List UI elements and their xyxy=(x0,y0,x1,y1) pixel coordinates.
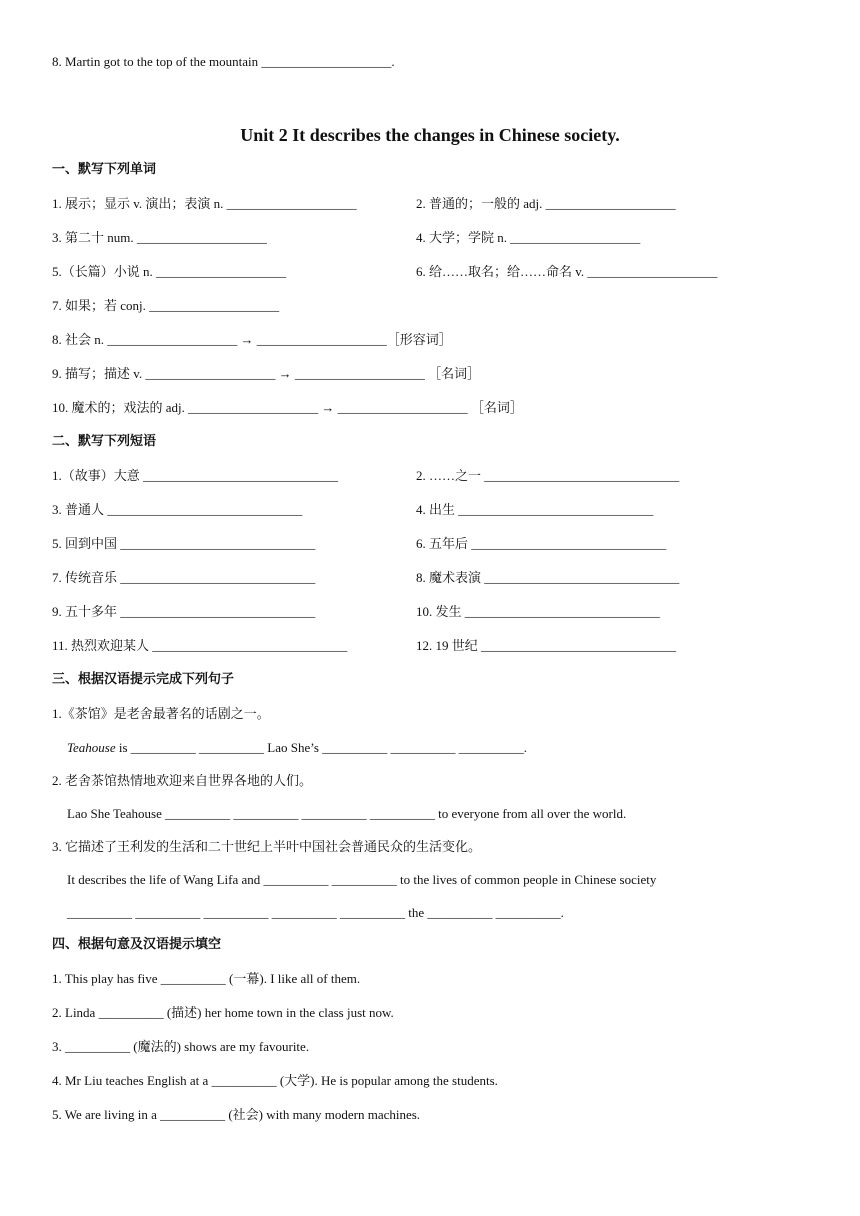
word-item: 5.（长篇）小说 n. ____________________ xyxy=(52,264,287,279)
word-item: 3. 第二十 num. ____________________ xyxy=(52,230,267,245)
phrase-item: 3. 普通人 ______________________________ xyxy=(52,502,303,517)
fill-item: 1. This play has five __________ (一幕). I like all of them. xyxy=(52,971,361,986)
word-item: 1. 展示；显示 v. 演出；表演 n. ____________________ xyxy=(52,196,357,211)
phrase-item: 12. 19 世纪 ______________________________ xyxy=(416,638,677,653)
fill-item: 5. We are living in a __________ (社会) with many modern machines. xyxy=(52,1107,421,1122)
answer-text: is __________ __________ Lao She’s __________ __________ __________. xyxy=(115,740,527,755)
phrase-item: 11. 热烈欢迎某人 ______________________________ xyxy=(52,638,348,653)
play-title: Teahouse xyxy=(67,740,116,755)
word-item: 8. 社会 n. ____________________ → ____________________［形容词］ xyxy=(52,332,452,347)
word-item: 9. 描写；描述 v. ____________________ → ____________________ ［名词］ xyxy=(52,366,481,381)
word-item: 7. 如果；若 conj. ____________________ xyxy=(52,298,280,313)
section-heading: 四、根据句意及汉语提示填空 xyxy=(52,937,222,952)
phrase-item: 5. 回到中国 ______________________________ xyxy=(52,536,316,551)
page-title: Unit 2 It describes the changes in Chinese society. xyxy=(240,125,620,145)
phrase-item: 8. 魔术表演 ______________________________ xyxy=(416,570,680,585)
top-question: 8. Martin got to the top of the mountain ____________________. xyxy=(52,54,395,69)
phrase-item: 4. 出生 ______________________________ xyxy=(416,502,654,517)
fill-item: 4. Mr Liu teaches English at a __________ (大学). He is popular among the students. xyxy=(52,1073,498,1088)
phrase-item: 7. 传统音乐 ______________________________ xyxy=(52,570,316,585)
phrase-item: 9. 五十多年 ______________________________ xyxy=(52,604,316,619)
phrase-item: 10. 发生 ______________________________ xyxy=(416,604,660,619)
section-heading: 一、默写下列单词 xyxy=(52,162,157,177)
sentence-prompt: 3. 它描述了王利发的生活和二十世纪上半叶中国社会普通民众的生活变化。 xyxy=(52,839,482,854)
word-item: 2. 普通的；一般的 adj. ____________________ xyxy=(416,196,676,211)
fill-item: 2. Linda __________ (描述) her home town in the class just now. xyxy=(52,1005,394,1020)
phrase-item: 2. ……之一 ______________________________ xyxy=(416,468,680,483)
word-item: 4. 大学；学院 n. ____________________ xyxy=(416,230,641,245)
sentence-answer xyxy=(67,739,527,757)
section-heading: 二、默写下列短语 xyxy=(52,434,157,449)
phrase-item: 6. 五年后 ______________________________ xyxy=(416,536,667,551)
sentence-prompt: 2. 老舍茶馆热情地欢迎来自世界各地的人们。 xyxy=(52,773,313,788)
section-heading: 三、根据汉语提示完成下列句子 xyxy=(52,672,235,687)
phrase-item: 1.（故事）大意 ______________________________ xyxy=(52,468,339,483)
sentence-answer: Lao She Teahouse __________ __________ __________ __________ to everyone from all over the world. xyxy=(67,806,627,821)
fill-item: 3. __________ (魔法的) shows are my favourite. xyxy=(52,1039,310,1054)
word-item: 6. 给……取名；给……命名 v. ____________________ xyxy=(416,264,718,279)
sentence-answer: It describes the life of Wang Lifa and __________ __________ to the lives of common people in Chinese society xyxy=(67,872,657,887)
sentence-answer: __________ __________ __________ __________ __________ the __________ __________. xyxy=(67,905,564,920)
word-item: 10. 魔术的；戏法的 adj. ____________________ → ____________________ ［名词］ xyxy=(52,400,523,415)
sentence-prompt: 1.《茶馆》是老舍最著名的话剧之一。 xyxy=(52,706,270,721)
